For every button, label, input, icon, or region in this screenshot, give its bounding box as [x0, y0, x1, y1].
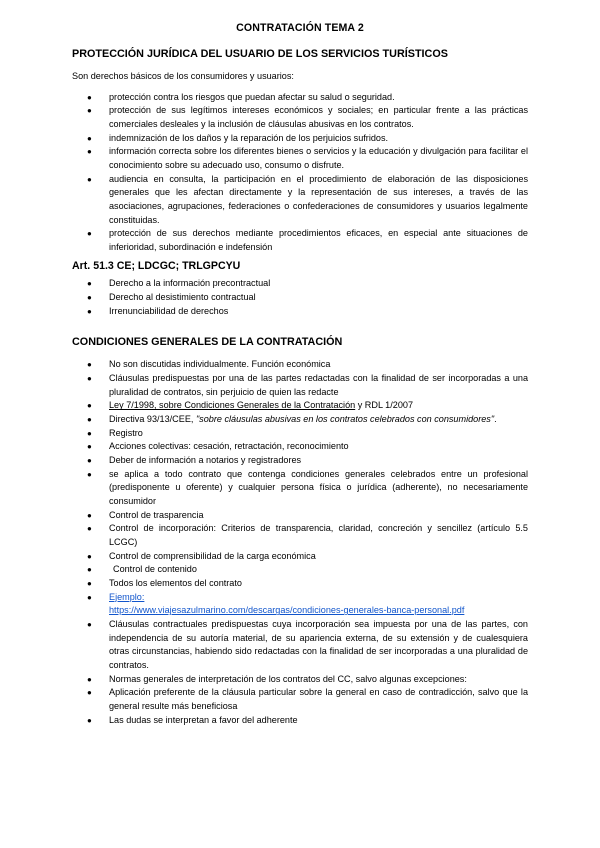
list-item: ● protección de sus derechos mediante procedimientos eficaces, en especial ante situaciones de inferioridad, subordinación e indefensión	[87, 228, 528, 252]
spacer	[72, 318, 528, 336]
bullet-icon: ●	[87, 293, 92, 303]
list-item: ● audiencia en consulta, la participación en el procedimiento de elaboración de las disposiciones generales que les afectan directamente y la representación de sus intereses, a través de las asociaciones, agrupaciones, federaciones o confederaciones de consumidores y usuarios legalmente constituidas.	[87, 173, 528, 225]
list-item: ● Deber de información a notarios y registradores	[72, 454, 528, 468]
bullet-icon: ●	[87, 674, 92, 684]
list-item: ● Control de trasparencia	[72, 509, 528, 523]
bullet-icon: ●	[87, 715, 92, 725]
list-item: ● Todos los elementos del contrato	[72, 577, 528, 591]
bullet-icon: ●	[87, 415, 92, 425]
list-item: ● Registro	[72, 427, 528, 441]
bullet-icon: ●	[87, 428, 92, 438]
bullet-icon: ●	[87, 229, 92, 239]
list-item: ● Aplicación preferente de la cláusula particular sobre la general en caso de contradicción, salvo que la general resulte más beneficiosa	[87, 687, 528, 711]
bullet-icon: ●	[87, 688, 92, 698]
list-item: ● Directiva 93/13/CEE, "sobre cláusulas abusivas en los contratos celebrados con consumidores".	[72, 413, 528, 427]
list-item: ● Control de contenido	[72, 563, 528, 577]
list-item: ● protección de sus legítimos intereses económicos y sociales; en particular frente a las prácticas comerciales desleales y la inclusión de cláusulas abusivas en los contratos.	[87, 105, 528, 129]
list-item: ● Acciones colectivas: cesación, retractación, reconocimiento	[72, 440, 528, 454]
bullet-icon: ●	[87, 147, 92, 157]
bullet-icon: ●	[87, 442, 92, 452]
section-heading-proteccion: PROTECCIÓN JURÍDICA DEL USUARIO DE LOS SERVICIOS TURÍSTICOS	[72, 48, 448, 60]
bullet-icon: ●	[87, 133, 92, 143]
list-item: ● se aplica a todo contrato que contenga condiciones generales celebrados entre un profesional (predisponente u oferente) y cualquier persona física o jurídica (adherente), no necesariamente consumidor	[87, 468, 528, 506]
list-item: ● información correcta sobre los diferentes bienes o servicios y la educación y divulgación para facilitar el conocimiento sobre su adecuado uso, consumo o disfrute.	[87, 146, 528, 170]
list-item: ● Las dudas se interpretan a favor del adherente	[72, 714, 528, 728]
list-item: ● Cláusulas contractuales predispuestas cuya incorporación sea impuesta por una de las partes, con independencia de su autoría material, de su apariencia externa, de su extensión y de cualesquiera otras circunstancias, habiendo sido redactadas con la finalidad de ser incorporadas a una pluralidad de contratos.	[87, 618, 528, 670]
list-item: ● No son discutidas individualmente. Función económica	[72, 358, 528, 372]
bullet-icon: ●	[87, 524, 92, 534]
list-item: ● Normas generales de interpretación de los contratos del CC, salvo algunas excepciones:	[72, 673, 528, 687]
bullet-icon: ●	[87, 565, 92, 575]
list-item: ● protección contra los riesgos que puedan afectar su salud o seguridad.	[72, 91, 528, 105]
bullet-icon: ●	[87, 174, 92, 184]
bullet-icon: ●	[87, 279, 92, 289]
list-item: ● Irrenunciabilidad de derechos	[72, 305, 528, 319]
bullet-icon: ●	[87, 619, 92, 629]
bullet-icon: ●	[87, 592, 92, 602]
bullet-icon: ●	[87, 578, 92, 588]
list-item: ● Derecho a la información precontractual	[72, 277, 528, 291]
list-item: ● Control de comprensibilidad de la carga económica	[72, 550, 528, 564]
example-url-link[interactable]: https://www.viajesazulmarino.com/descargas/condiciones-generales-banca-personal.pdf	[109, 605, 465, 616]
section-heading-condiciones: CONDICIONES GENERALES DE LA CONTRATACIÓN	[72, 336, 343, 349]
bullet-icon: ●	[87, 401, 92, 411]
bullet-icon: ●	[87, 374, 92, 384]
bullet-icon: ●	[87, 306, 92, 316]
list-item: ● Control de incorporación: Criterios de transparencia, claridad, concreción y sencillez (artículo 5.5 LCGC)	[87, 523, 528, 547]
law-link[interactable]: Ley 7/1998, sobre Condiciones Generales de la Contratación	[109, 400, 356, 411]
conditions-list	[72, 358, 528, 727]
example-link-label[interactable]: Ejemplo:	[109, 591, 145, 602]
list-item	[72, 591, 528, 618]
bullet-icon: ●	[87, 92, 92, 102]
list-item: ● Cláusulas predispuestas por una de las partes redactadas con la finalidad de ser incorporadas a una pluralidad de contratos, sin perjuicio de quien las redacte	[87, 373, 528, 397]
list-item: ● indemnización de los daños y la reparación de los perjuicios sufridos.	[72, 132, 528, 146]
list-item: ● Derecho al desistimiento contractual	[72, 291, 528, 305]
bullet-icon: ●	[87, 510, 92, 520]
article-heading: Art. 51.3 CE; LDCGC; TRLGPCYU	[72, 260, 241, 273]
bullet-icon: ●	[87, 469, 92, 479]
section-intro: Son derechos básicos de los consumidores y usuarios:	[72, 71, 294, 81]
bullet-icon: ●	[87, 106, 92, 116]
bullet-icon: ●	[87, 456, 92, 466]
article-list	[72, 277, 528, 318]
bullet-icon: ●	[87, 551, 92, 561]
rights-list	[72, 91, 528, 255]
document-title: CONTRATACIÓN TEMA 2	[236, 22, 364, 34]
bullet-icon: ●	[87, 360, 92, 370]
list-item: ● Ley 7/1998, sobre Condiciones Generales de la Contratación y RDL 1/2007	[72, 399, 528, 413]
